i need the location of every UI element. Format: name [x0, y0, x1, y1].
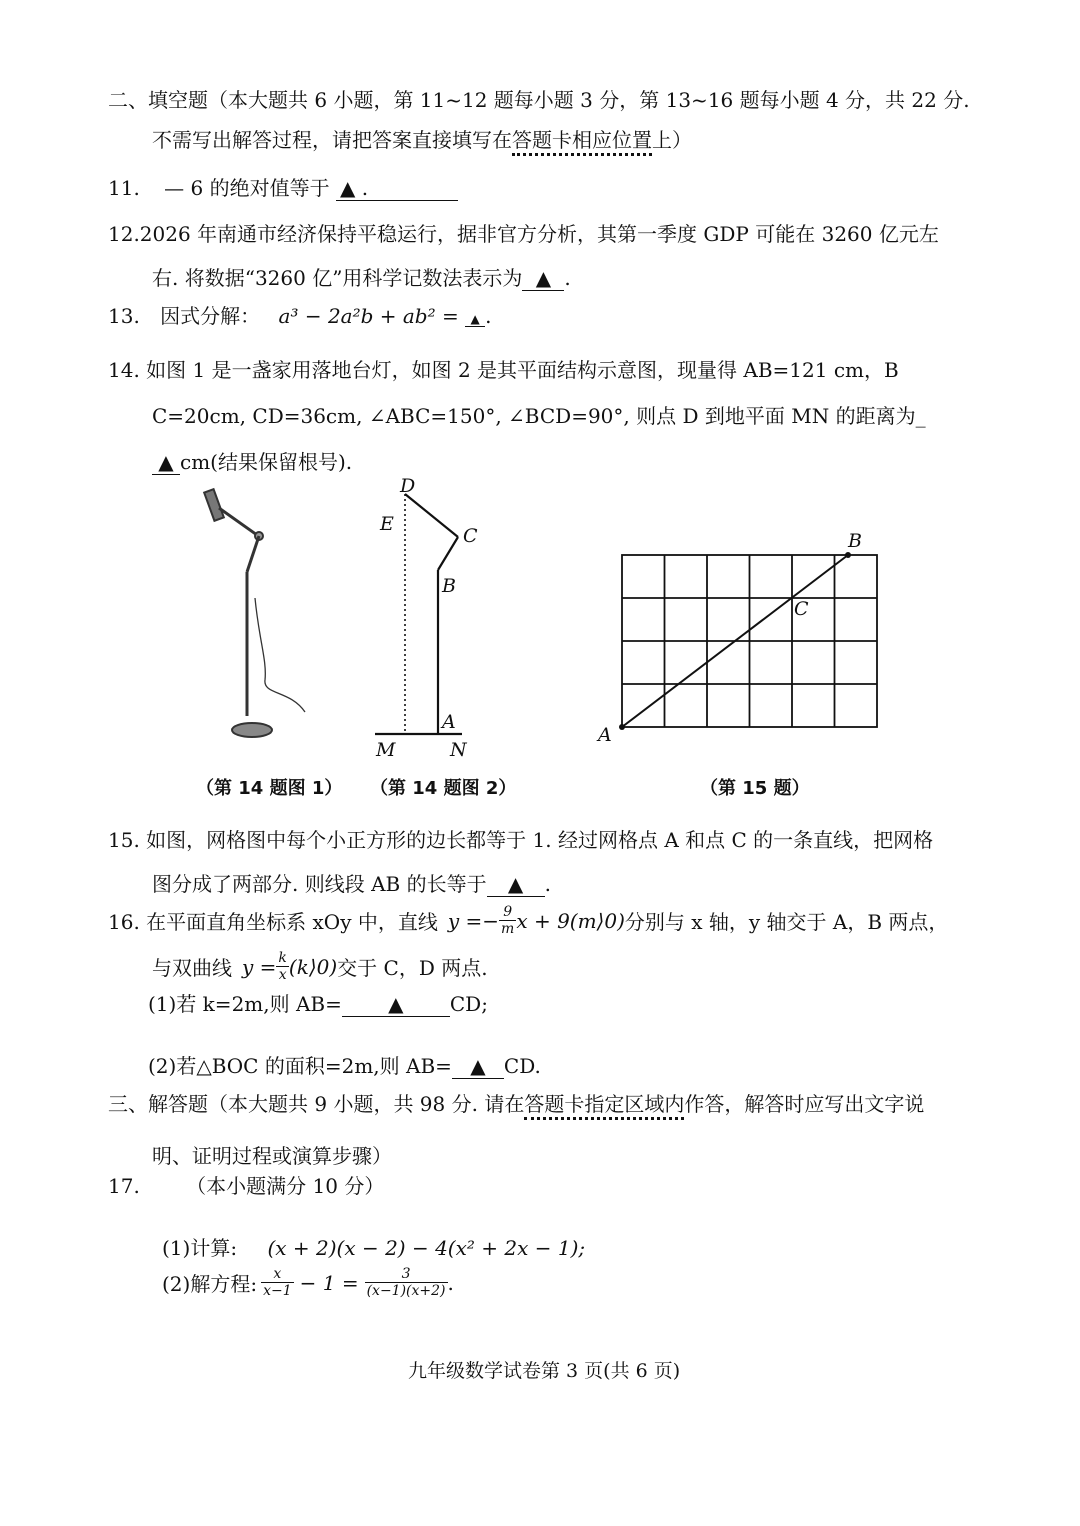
q16-part1-prefix: (1)若 k=2m,则 AB= [148, 992, 342, 1016]
q12-answer-blank: ▲ [522, 266, 564, 291]
label-b: B [442, 575, 456, 597]
question-11 [108, 172, 458, 201]
segment-bc [438, 537, 458, 570]
footer-text: 九年级数学试卷第 3 页(共 6 页) [408, 1360, 681, 1382]
q16-eq1-fraction [499, 904, 516, 937]
fig1-caption: （第 14 题图 1） [196, 778, 343, 799]
question-12-line2 [152, 262, 571, 291]
q17-frac2-den: (x−1)(x+2) [366, 1283, 446, 1299]
section2-emphasis-dotted: 答题卡相应位置 [512, 128, 652, 156]
q12-tail: . [564, 266, 571, 290]
label-n: N [450, 739, 467, 761]
lamp-head [204, 489, 224, 521]
q13-expression: a³ − 2a²b + ab² = [278, 304, 459, 328]
q17-frac1-num: x [261, 1266, 294, 1283]
lamp-upper-arm [219, 508, 257, 535]
q16-eq1-y: y =− [447, 908, 500, 933]
q16-line2-prefix: 与双曲线 [152, 956, 232, 980]
floor-lamp-figure [195, 480, 335, 750]
question-16-line2 [152, 950, 488, 983]
point-b [845, 552, 851, 558]
lamp-structure-diagram [360, 472, 520, 762]
q17-number: 17. [108, 1174, 140, 1198]
q16-part2-suffix: CD. [503, 1054, 541, 1078]
section2-instruction-suffix: 上） [652, 128, 692, 152]
q13-answer-blank: ▲ [465, 312, 485, 327]
q14-line1: 14. 如图 1 是一盏家用落地台灯，如图 2 是其平面结构示意图，现量得 AB=121 cm，B [108, 358, 899, 382]
q14-answer-blank: ▲ [152, 450, 180, 475]
question-13 [108, 300, 491, 329]
section3-prefix: 三、解答题（本大题共 9 小题，共 98 分. 请在 [108, 1092, 525, 1116]
q16-line1-suffix: 分别与 x 轴，y 轴交于 A，B 两点， [624, 910, 949, 934]
q16-eq2-y: y = [242, 954, 277, 979]
question-16-line1 [108, 904, 948, 937]
question-16-part1 [148, 988, 488, 1017]
section2-instruction-prefix: 不需写出解答过程，请把答案直接填写在 [152, 128, 512, 152]
q11-text: — 6 的绝对值等于 [164, 176, 330, 200]
q17-part2-tail: . [447, 1270, 454, 1295]
label-e: E [380, 513, 394, 535]
q17-part1-expression: (x + 2)(x − 2) − 4(x² + 2x − 1); [267, 1236, 586, 1260]
fig2-caption: （第 14 题图 2） [370, 778, 517, 799]
section3-emphasis-dotted: 答题卡指定区域内 [524, 1092, 684, 1120]
label-m: M [376, 739, 396, 761]
label-c: C [463, 525, 478, 547]
fig3-caption: （第 15 题） [700, 778, 810, 799]
q16-eq1-num: 9 [499, 904, 516, 921]
q11-answer-mark: ▲ [339, 176, 356, 200]
q17-fraction-2 [365, 1266, 448, 1299]
q16-eq2-num: k [278, 950, 287, 966]
section2-instruction [152, 124, 692, 153]
section3-heading [108, 1088, 924, 1117]
section3-line2-text: 明、证明过程或演算步骤） [152, 1144, 392, 1168]
q16-part2-prefix: (2)若△BOC 的面积=2m,则 AB= [148, 1054, 452, 1078]
question-14-line1 [108, 354, 899, 383]
grid-lines [622, 555, 877, 727]
section2-heading [108, 84, 970, 113]
q17-frac1-den: x−1 [263, 1283, 292, 1299]
grid-figure [590, 525, 890, 750]
page-footer [408, 1356, 680, 1383]
q11-answer-blank [336, 176, 458, 201]
q16-line1-prefix: 16. 在平面直角坐标系 xOy 中，直线 [108, 910, 438, 934]
q16-part2-answer-blank: ▲ [452, 1054, 504, 1079]
q15-tail: . [544, 872, 551, 896]
q12-line1: 12.2026 年南通市经济保持平稳运行，据非官方分析，其第一季度 GDP 可能在 3260 亿元左 [108, 222, 939, 246]
q17-frac2-num: 3 [365, 1266, 448, 1283]
section3-line2 [152, 1140, 392, 1169]
question-12-line1 [108, 218, 939, 247]
q13-number: 13. [108, 304, 140, 328]
q17-part1-label: (1)计算: [162, 1236, 238, 1260]
q16-eq1-rest: x + 9(m⟩0) [516, 908, 625, 933]
q15-line2: 图分成了两部分. 则线段 AB 的长等于 [152, 872, 487, 896]
q16-line2-suffix: 交于 C，D 两点. [337, 956, 488, 980]
q15-answer-blank: ▲ [487, 872, 545, 897]
point-a [619, 724, 625, 730]
label-d: D [400, 475, 416, 497]
q14-line2: C=20cm, CD=36cm, ∠ABC=150°, ∠BCD=90°, 则点 D 到地平面 MN 的距离为_ [152, 404, 926, 428]
label-a: A [442, 711, 456, 733]
q14-line3-suffix: cm(结果保留根号). [180, 450, 353, 474]
q16-part1-suffix: CD; [449, 992, 488, 1016]
q11-tail: . [361, 176, 369, 200]
q17-header: （本小题满分 10 分） [186, 1174, 385, 1198]
question-17-header [108, 1170, 384, 1199]
grid-label-a: A [598, 724, 612, 746]
q17-fraction-1 [261, 1266, 294, 1299]
q16-eq2-rest: (k⟩0) [288, 954, 338, 979]
q17-part2-middle: − 1 = [299, 1270, 359, 1295]
lamp-mid-arm [247, 536, 259, 572]
question-17-part1 [162, 1232, 585, 1261]
segment-cd [405, 494, 458, 537]
question-14-line3 [152, 446, 352, 475]
lamp-base [232, 723, 272, 737]
lamp-cord [255, 598, 305, 712]
section3-suffix: 作答，解答时应写出文字说 [684, 1092, 925, 1116]
question-16-part2 [148, 1050, 541, 1079]
q16-eq2-fraction [276, 950, 288, 983]
q17-part2-label: (2)解方程: [162, 1272, 258, 1296]
grid-label-b: B [848, 530, 862, 552]
question-17-part2 [162, 1266, 454, 1299]
q15-line1: 15. 如图，网格图中每个小正方形的边长都等于 1. 经过网格点 A 和点 C 的一条直线，把网格 [108, 828, 934, 852]
q11-number: 11. [108, 176, 140, 200]
q16-part1-answer-blank: ▲ [342, 992, 450, 1017]
q13-tail: . [485, 304, 492, 328]
question-14-line2 [152, 400, 926, 429]
section2-heading-text: 二、填空题（本大题共 6 小题，第 11~12 题每小题 3 分，第 13~16 题每小题 4 分，共 22 分. [108, 88, 970, 112]
q16-eq1-den: m [501, 921, 515, 937]
grid-label-c: C [794, 598, 809, 620]
question-15-line2 [152, 868, 551, 897]
q16-eq2-den: x [278, 967, 287, 983]
q12-line2: 右. 将数据“3260 亿”用科学记数法表示为 [152, 266, 523, 290]
q13-label: 因式分解： [160, 304, 261, 328]
question-15-line1 [108, 824, 933, 853]
